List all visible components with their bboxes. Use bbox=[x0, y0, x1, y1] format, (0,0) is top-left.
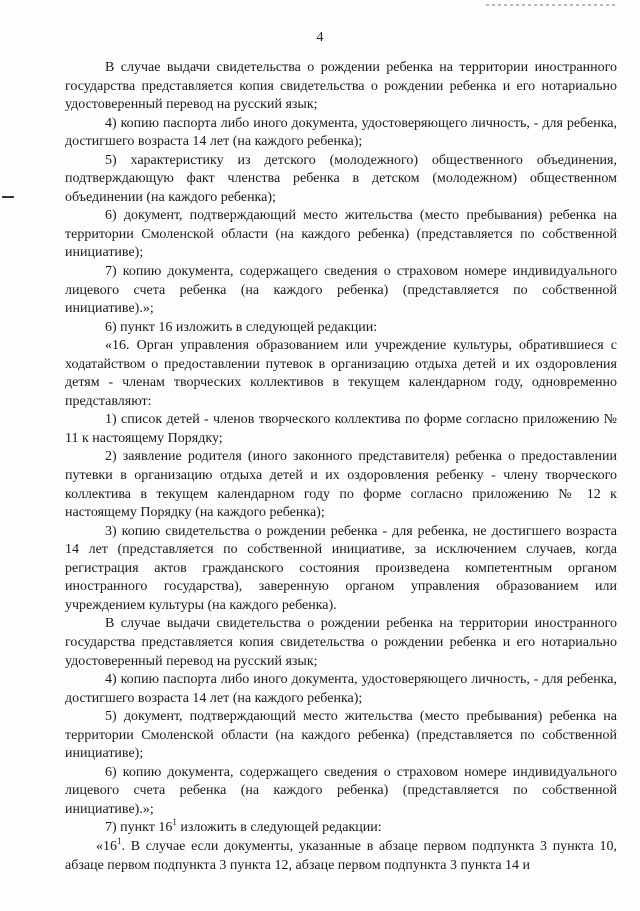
text-run: 7) пункт 16 bbox=[105, 820, 173, 836]
scan-margin-mark bbox=[2, 196, 14, 198]
paragraph: 1) список детей - членов творческого коллектива по форме согласно приложению № 11 к настоящему Порядку; bbox=[65, 412, 617, 446]
paragraph-amend-16-1 bbox=[65, 819, 617, 838]
text-run: . В случае если документы, указанные в абзаце первом подпункта 3 пункта 10, абзаце первом подпункта 3 пункта 12, абзаце первом подпункта 3 пункта 14 и bbox=[65, 838, 617, 873]
paragraph: 5) документ, подтверждающий место жительства (место пребывания) ребенка на территории Смоленской области (на каждого ребенка) (представляется по собственной инициативе); bbox=[65, 709, 617, 762]
paragraph: 2) заявление родителя (иного законного представителя) ребенка о предоставлении путевки в организацию отдыха детей и их оздоровления ребенку - члену творческого коллектива в текущем календарном году по форме согласно приложению № 12 к настоящему Порядку (на каждого ребенка); bbox=[65, 449, 617, 521]
superscript: 1 bbox=[172, 817, 177, 828]
paragraph: 3) копию свидетельства о рождении ребенка - для ребенка, не достигшего возраста 14 лет (представляется по собственной инициативе, за исключением случаев, когда регистрация актов гражданского состояния произведена компетентным органом иностранного государства), заверенную органом управления образованием или учреждением культуры (на каждого ребенка). bbox=[65, 523, 617, 613]
paragraph: В случае выдачи свидетельства о рождении ребенка на территории иностранного государства представляется копия свидетельства о рождении ребенка и его нотариально удостоверенный перевод на русский язык; bbox=[65, 60, 617, 113]
superscript: 1 bbox=[117, 835, 122, 846]
paragraph: 6) документ, подтверждающий место жительства (место пребывания) ребенка на территории Смоленской области (на каждого ребенка) (представляется по собственной инициативе); bbox=[65, 208, 617, 261]
scan-artifact bbox=[486, 4, 616, 6]
paragraph-16-1-text bbox=[65, 835, 617, 875]
paragraph: 7) копию документа, содержащего сведения о страховом номере индивидуального лицевого счета ребенка (на каждого ребенка) (представляется по собственной инициативе).»; bbox=[65, 264, 617, 317]
paragraph: 5) характеристику из детского (молодежного) общественного объединения, подтверждающую факт членства ребенка в детском (молодежном) общественном объединении (на каждого ребенка); bbox=[65, 152, 617, 205]
paragraph: В случае выдачи свидетельства о рождении ребенка на территории иностранного государства представляется копия свидетельства о рождении ребенка и его нотариально удостоверенный перевод на русский язык; bbox=[65, 616, 617, 669]
paragraph: «16. Орган управления образованием или учреждение культуры, обратившиеся с ходатайством о предоставлении путевок в организацию отдыха детей и их оздоровления детям - членам творческих коллективов в текущем календарном году, одновременно представляют: bbox=[65, 338, 617, 409]
document-body bbox=[65, 59, 617, 875]
text-run: «16 bbox=[96, 838, 117, 854]
paragraph: 4) копию паспорта либо иного документа, удостоверяющего личность, - для ребенка, достигшего возраста 14 лет (на каждого ребенка); bbox=[65, 115, 617, 150]
paragraph: 4) копию паспорта либо иного документа, удостоверяющего личность, - для ребенка, достигшего возраста 14 лет (на каждого ребенка); bbox=[65, 672, 617, 706]
paragraph: 6) копию документа, содержащего сведения о страховом номере индивидуального лицевого счета ребенка (на каждого ребенка) (представляется по собственной инициативе).»; bbox=[65, 764, 617, 817]
page-number: 4 bbox=[316, 30, 324, 45]
paragraph: 6) пункт 16 изложить в следующей редакции: bbox=[105, 319, 378, 335]
text-run: изложить в следующей редакции: bbox=[176, 820, 382, 836]
